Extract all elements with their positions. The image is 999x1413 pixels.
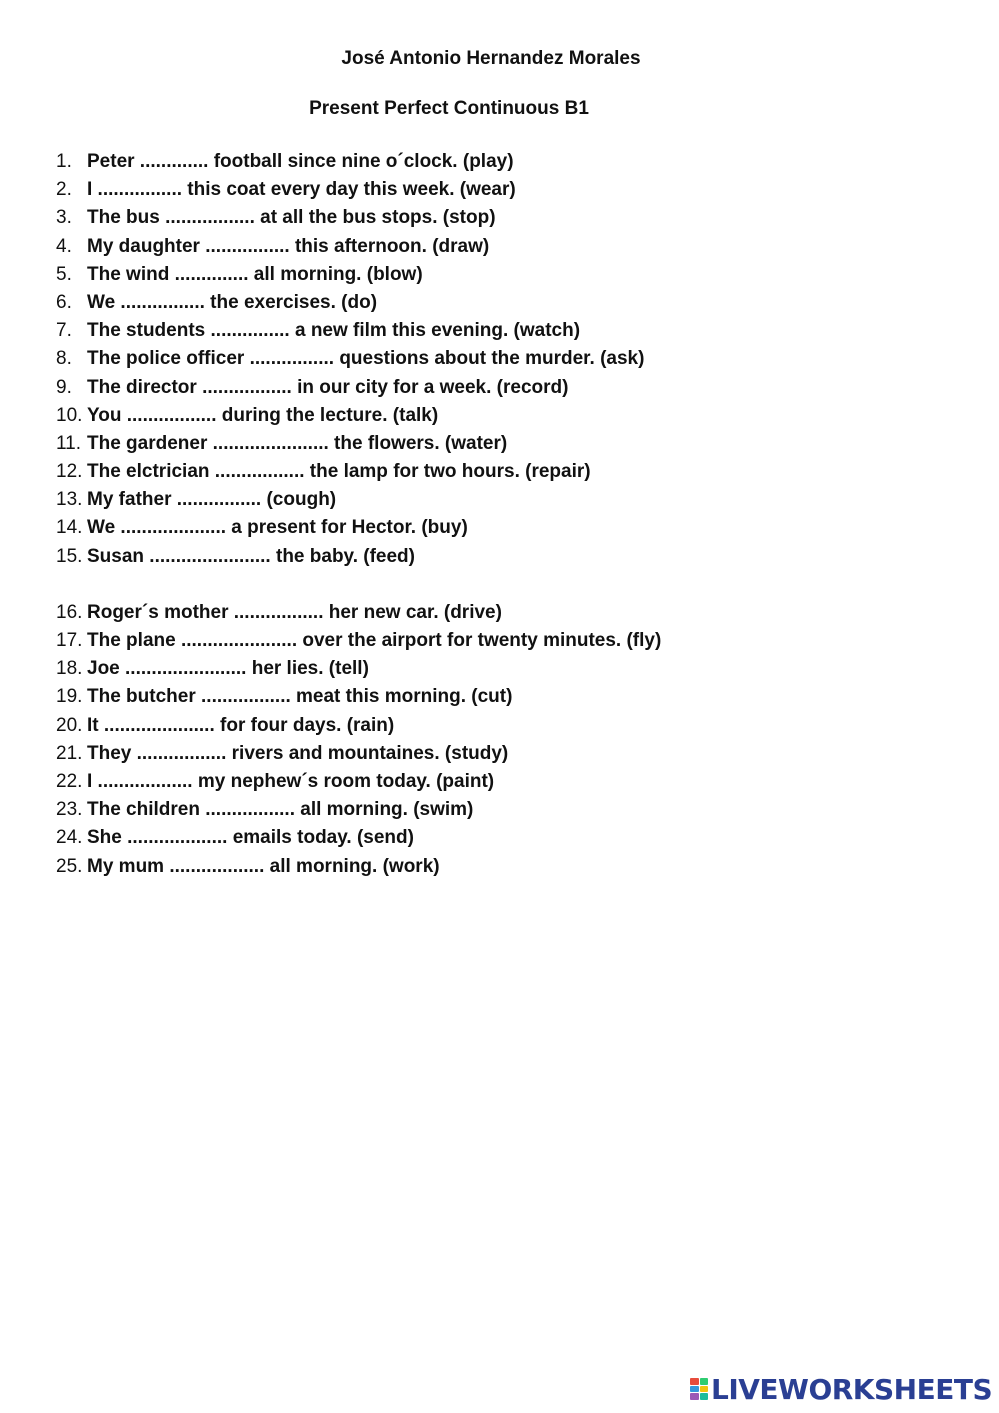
exercise-item: [56, 599, 956, 627]
exercise-number: 15.: [56, 545, 83, 567]
exercise-item: [56, 345, 956, 373]
exercise-number: 14.: [56, 517, 83, 539]
author-name: José Antonio Hernandez Morales: [341, 48, 641, 69]
exercise-sentence: My mum .................. all morning. (work): [87, 855, 440, 877]
exercise-number: 25.: [56, 855, 83, 877]
exercise-sentence: I ................ this coat every day this week. (wear): [87, 179, 516, 201]
exercise-sentence: The director ................. in our city for a week. (record): [87, 376, 569, 398]
exercise-number: 8.: [56, 348, 72, 370]
exercise-number: 3.: [56, 207, 72, 229]
exercise-sentence: The elctrician ................. the lamp for two hours. (repair): [87, 461, 591, 483]
exercise-item: [56, 627, 956, 655]
exercise-number: 20.: [56, 714, 83, 736]
exercise-number: 16.: [56, 601, 83, 623]
exercise-item: [56, 233, 956, 261]
exercise-number: 17.: [56, 630, 83, 651]
exercise-sentence: The students ............... a new film this evening. (watch): [87, 320, 581, 342]
exercise-item: [56, 148, 956, 176]
exercise-number: 19.: [56, 686, 83, 708]
exercise-item: [56, 543, 956, 571]
exercise-item: [56, 402, 956, 430]
exercise-number: 18.: [56, 658, 83, 680]
exercise-sentence: My daughter ................ this afternoon. (draw): [87, 235, 490, 257]
exercise-sentence: The gardener ...................... the flowers. (water): [87, 432, 508, 454]
exercise-sentence: You ................. during the lecture. (talk): [87, 404, 439, 426]
exercise-sentence: Joe ....................... her lies. (tell): [87, 658, 369, 680]
exercise-sentence: It ..................... for four days. (rain): [87, 714, 395, 736]
exercise-number: 21.: [56, 742, 83, 764]
exercise-number: 23.: [56, 799, 83, 821]
exercise-number: 13.: [56, 489, 83, 511]
exercise-sentence: The butcher ................. meat this morning. (cut): [87, 686, 513, 708]
exercise-sentence: The police officer ................ questions about the murder. (ask): [87, 348, 645, 370]
logo-tile: [700, 1386, 709, 1393]
exercise-item: [56, 740, 956, 768]
exercise-number: 22.: [56, 770, 83, 792]
logo-tile: [690, 1378, 699, 1385]
logo-tile: [700, 1378, 709, 1385]
exercise-number: 9.: [56, 376, 72, 398]
exercise-item: [56, 374, 956, 402]
exercise-item: [56, 853, 956, 881]
exercise-item: [56, 514, 956, 542]
exercise-sentence: The plane ...................... over the airport for twenty minutes. (fly): [87, 630, 662, 651]
worksheet-title: Present Perfect Continuous B1: [309, 98, 589, 119]
exercise-number: 7.: [56, 320, 72, 342]
exercise-item: [56, 712, 956, 740]
exercise-sentence: We .................... a present for Hector. (buy): [87, 517, 468, 539]
exercise-sentence: Susan ....................... the baby. (feed): [87, 545, 415, 567]
logo-tile: [700, 1393, 709, 1400]
exercise-item: [56, 768, 956, 796]
exercise-sentence: My father ................ (cough): [87, 489, 337, 511]
exercise-sentence: I .................. my nephew´s room today. (paint): [87, 770, 495, 792]
liveworksheets-brand-text: LIVEWORKSHEETS: [711, 1372, 993, 1406]
exercise-item: [56, 317, 956, 345]
exercise-number: 12.: [56, 461, 83, 483]
exercise-sentence: Roger´s mother ................. her new car. (drive): [87, 601, 502, 623]
exercise-sentence: Peter ............. football since nine o´clock. (play): [87, 151, 514, 172]
exercise-number: 6.: [56, 291, 72, 313]
exercise-number: 11.: [56, 432, 82, 454]
exercise-item: [56, 458, 956, 486]
exercise-number: 24.: [56, 827, 83, 849]
exercise-item: [56, 796, 956, 824]
exercise-item: [56, 683, 956, 711]
exercise-item: [56, 824, 956, 852]
exercise-sentence: They ................. rivers and mountaines. (study): [87, 742, 509, 764]
exercise-item: [56, 176, 956, 204]
exercise-sentence: The children ................. all morning. (swim): [87, 799, 474, 821]
exercise-sentence: The wind .............. all morning. (blow): [87, 263, 423, 285]
exercise-item: [56, 655, 956, 683]
exercise-number: 2.: [56, 179, 72, 201]
liveworksheets-logo[interactable]: [690, 1372, 992, 1406]
exercise-number: 5.: [56, 263, 72, 285]
exercise-sentence: We ................ the exercises. (do): [87, 291, 378, 313]
exercise-item: [56, 204, 956, 232]
exercise-sentence: The bus ................. at all the bus stops. (stop): [87, 207, 496, 229]
exercise-sentence: She ................... emails today. (send): [87, 827, 414, 849]
exercise-item: [56, 430, 956, 458]
exercise-item: [56, 289, 956, 317]
liveworksheets-logo-icon: [690, 1378, 708, 1400]
logo-tile: [690, 1393, 699, 1400]
exercise-list: [56, 148, 956, 881]
exercise-item: [56, 261, 956, 289]
exercise-number: 1.: [56, 151, 72, 172]
exercise-number: 4.: [56, 235, 72, 257]
logo-tile: [690, 1386, 699, 1393]
exercise-number: 10.: [56, 404, 83, 426]
exercise-item: [56, 486, 956, 514]
